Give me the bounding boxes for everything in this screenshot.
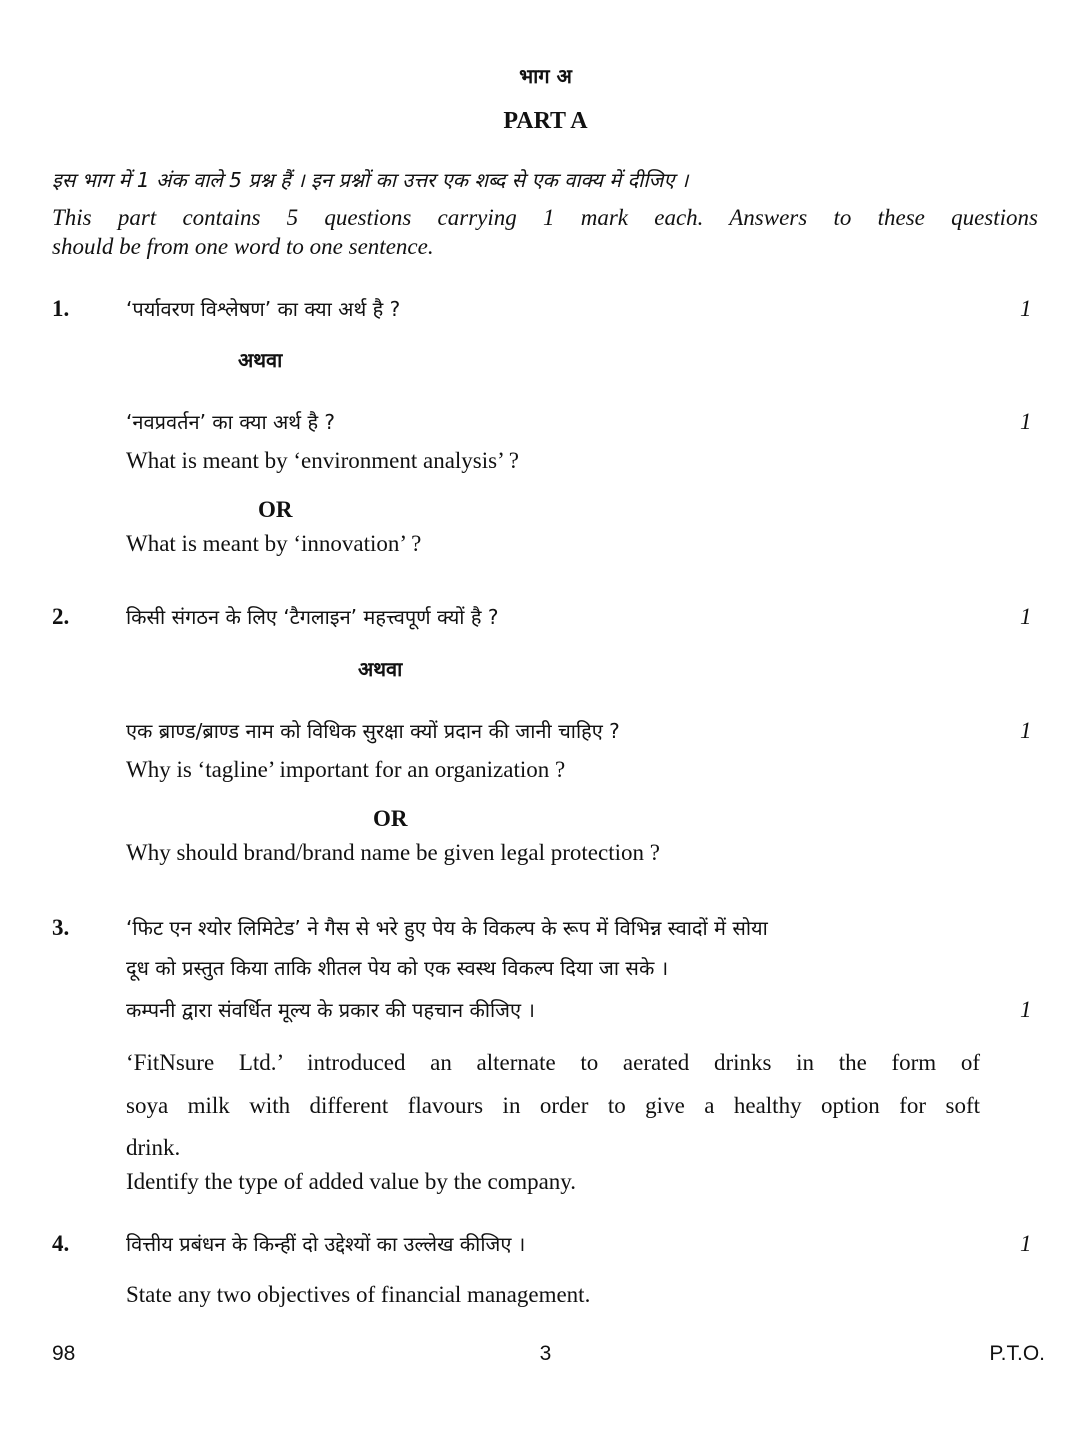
question-text-english: What is meant by ‘environment analysis’ ? bbox=[126, 448, 520, 473]
question-text-hindi: कम्पनी द्वारा संवर्धित मूल्य के प्रकार की पहचान कीजिए । bbox=[126, 998, 536, 1022]
marks: 1 bbox=[1020, 997, 1032, 1022]
question-text-hindi: एक ब्राण्ड/ब्राण्ड नाम को विधिक सुरक्षा क्यों प्रदान की जानी चाहिए ? bbox=[126, 719, 620, 743]
question-number: 2. bbox=[52, 604, 70, 629]
question-text-english: Identify the type of added value by the company. bbox=[126, 1169, 577, 1194]
question-text-english: Why should brand/brand name be given legal protection ? bbox=[126, 840, 660, 865]
or-hindi: अथवा bbox=[238, 348, 283, 372]
question-text-english: State any two objectives of financial management. bbox=[126, 1282, 591, 1307]
marks: 1 bbox=[1020, 296, 1032, 321]
instructions-english-1: This part contains 5 questions carrying 1 mark each. Answers to these questions bbox=[52, 205, 1038, 230]
question-text-hindi: वित्तीय प्रबंधन के किन्हीं दो उद्देश्यों का उल्लेख कीजिए । bbox=[126, 1232, 526, 1256]
question-text-english: Why is ‘tagline’ important for an organization ? bbox=[126, 757, 566, 782]
or-english: OR bbox=[258, 497, 293, 522]
question-number: 1. bbox=[52, 296, 70, 321]
question-text-hindi: ‘नवप्रवर्तन’ का क्या अर्थ है ? bbox=[126, 410, 336, 434]
please-turn-over: P.T.O. bbox=[989, 1342, 1045, 1365]
question-text-hindi: किसी संगठन के लिए ‘टैगलाइन’ महत्त्वपूर्ण क्यों है ? bbox=[126, 605, 499, 629]
question-text-hindi: ‘फिट एन श्योर लिमिटेड’ ने गैस से भरे हुए पेय के विकल्प के रूप में विभिन्न स्वादों में सोया bbox=[126, 916, 768, 940]
question-text-english: What is meant by ‘innovation’ ? bbox=[126, 531, 422, 556]
instructions-hindi: इस भाग में 1 अंक वाले 5 प्रश्न हैं । इन प्रश्नों का उत्तर एक शब्द से एक वाक्य में दीजिए । bbox=[52, 168, 689, 192]
part-heading: PART A bbox=[503, 108, 588, 134]
question-text-english: ‘FitNsure Ltd.’ introduced an alternate to aerated drinks in the form of bbox=[126, 1050, 980, 1075]
marks: 1 bbox=[1020, 409, 1032, 434]
question-number: 3. bbox=[52, 915, 70, 940]
or-english: OR bbox=[373, 806, 408, 831]
marks: 1 bbox=[1020, 1231, 1032, 1256]
marks: 1 bbox=[1020, 604, 1032, 629]
question-text-english: soya milk with different flavours in order to give a healthy option for soft bbox=[126, 1093, 980, 1118]
paper-code: 98 bbox=[52, 1342, 76, 1365]
question-text-english: drink. bbox=[126, 1135, 181, 1160]
or-hindi: अथवा bbox=[358, 657, 403, 681]
instructions-english-2: should be from one word to one sentence. bbox=[52, 234, 434, 259]
marks: 1 bbox=[1020, 718, 1032, 743]
page-number: 3 bbox=[539, 1342, 552, 1365]
question-text-hindi: ‘पर्यावरण विश्लेषण’ का क्या अर्थ है ? bbox=[126, 297, 401, 321]
question-number: 4. bbox=[52, 1231, 70, 1256]
part-heading-hindi: भाग अ bbox=[519, 64, 572, 88]
question-text-hindi: दूध को प्रस्तुत किया ताकि शीतल पेय को एक स्वस्थ विकल्प दिया जा सके । bbox=[126, 956, 669, 980]
